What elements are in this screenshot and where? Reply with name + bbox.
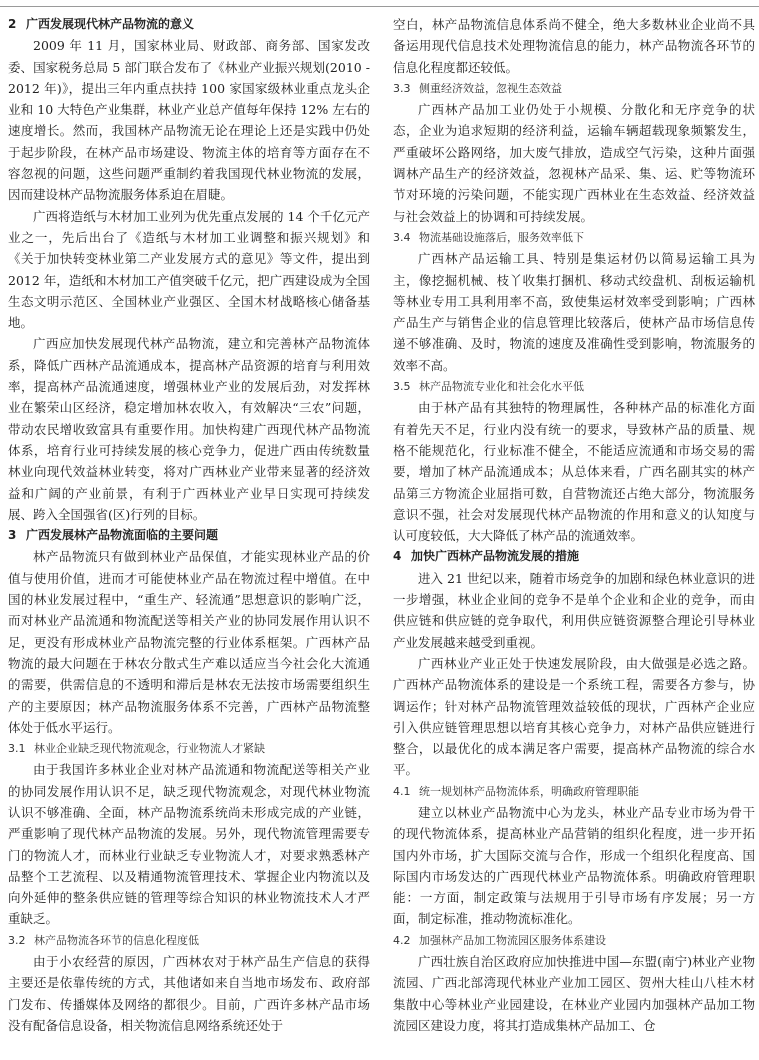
subsection-title: 物流基础设施落后，服务效率低下 xyxy=(419,230,584,244)
paragraph: 广西林产品加工业仍处于小规模、分散化和无序竞争的状态，企业为追求短期的经济利益，运输车辆超载现象频繁发生，严重破坏公路网络，加大废气排放，造成空气污染，这种片面强调林产品生产的经济效益，忽视林产品采、集、运、贮等物流环节对环境的污染问题，不能实现广西林业在生态效益、经济效益与社会效益上的协调和可持续发展。 xyxy=(393,102,755,224)
section-number: 2 xyxy=(8,17,17,31)
paragraph: 由于我国许多林业企业对林产品流通和物流配送等相关产业的协同发展作用认识不足，缺乏现代物流观念，对现代林业物流认识不够准确、全面，林产品物流系统尚未形成完成的产业链，严重影响了现代林产品物流的发展。另外，现代物流管理需要专门的物流人才，而林业行业缺乏专业物流人才，对要求熟悉林产品整个工艺流程、以及精通物流管理技术、掌握企业内物流以及向外延伸的整条供应链的管理等综合知识的林业物流技术人才严重缺乏。 xyxy=(8,762,370,927)
subsection-heading-3-2 xyxy=(8,930,370,951)
paragraph: 广西应加快发展现代林产品物流，建立和完善林产品物流体系，降低广西林产品流通成本，提高林产品资源的培育与利用效率，提高林产品流通速度，增强林业产业的发展后劲，对发挥林业在繁荣山区经济，稳定增加林农收入，有效解决“三农”问题，带动农民增收致富具有重要作用。加快构建广西现代林产品物流体系，培育行业可持续发展的核心竞争力，促进广西由传统数量林业向现代效益林业转变，将对广西林业产业带来显著的经济效益和广阔的产业前景，有利于广西林业产业早日实现可持续发展、跨入全国强省(区)行列的目标。 xyxy=(8,336,370,522)
subsection-heading-4-2 xyxy=(393,930,755,951)
subsection-title: 侧重经济效益，忽视生态效益 xyxy=(419,81,562,95)
paragraph-continued: 空白，林产品物流信息体系尚不健全，绝大多数林业企业尚不具备运用现代信息技术处理物流信息的能力，林产品物流各环节的信息化程度都还较低。 xyxy=(393,17,755,75)
subsection-title: 统一规划林产品物流体系，明确政府管理职能 xyxy=(419,784,639,798)
section-number: 3 xyxy=(8,528,17,543)
subsection-heading-3-1 xyxy=(8,738,370,759)
header-rule xyxy=(0,6,759,7)
paragraph: 广西林产品运输工具、特别是集运材仍以简易运输工具为主，像挖掘机械、枝丫收集打捆机、移动式绞盘机、刮板运输机等林业专用工具利用率不高，致使集运材效率受到影响；广西林产品生产与销售企业的信息管理比较落后，使林产品市场信息传递不够准确、及时，物流的速度及准确性受到影响，物流服务的效率不高。 xyxy=(393,251,755,373)
section-heading-4 xyxy=(393,546,755,567)
section-title: 广西发展现代林产品物流的意义 xyxy=(26,17,195,31)
subsection-title: 林业企业缺乏现代物流观念，行业物流人才紧缺 xyxy=(34,742,265,756)
subsection-heading-4-1 xyxy=(393,781,755,802)
paragraph: 由于小农经营的原因，广西林农对于林产品生产信息的获得主要还是依靠传统的方式，其他诸如来自当地市场发布、政府部门发布、传播媒体及网络的都很少。目前，广西许多林产品市场没有配备信息设备，相关物流信息网络系统还处于 xyxy=(8,954,370,1033)
subsection-number: 4.2 xyxy=(393,933,411,947)
subsection-number: 3.5 xyxy=(393,380,411,394)
subsection-number: 3.4 xyxy=(393,230,411,244)
subsection-number: 3.1 xyxy=(8,742,26,756)
section-title: 加快广西林产品物流发展的措施 xyxy=(411,549,580,564)
paragraph: 广西林业产业正处于快速发展阶段，由大做强是必选之路。广西林产品物流体系的建设是一个系统工程，需要各方参与，协调运作；针对林产品物流管理效益较低的现状，广西林产企业应引入供应链管理思想以培育其核心竞争力，对林产品供应链进行整合，以最优化的成本满足客户需要，提高林产品物流的综合水平。 xyxy=(393,655,755,778)
subsection-heading-3-5 xyxy=(393,376,755,397)
section-title: 广西发展林产品物流面临的主要问题 xyxy=(26,528,219,543)
subsection-title: 林产品物流各环节的信息化程度低 xyxy=(34,933,199,947)
paragraph: 林产品物流只有做到林业产品保值，才能实现林业产品的价值与使用价值，进而才可能使林业产品在物流过程中增值。在中国的林业发展过程中，“重生产、轻流通”思想意识的影响广泛，而对林业产品流通和物流配送等相关产业的协同发展作用认识不足，更没有形成林业产品物流完整的行业体系框架。广西林产品物流的最大问题在于林农分散式生产难以适应当今社会化大流通的需要，供需信息的不透明和滞后是林农无法按市场需要组织生产的主要原因；林产品物流服务体系不完善，广西林产品物流整体处于低水平运行。 xyxy=(8,549,370,735)
section-heading-2 xyxy=(8,14,370,35)
subsection-heading-3-3 xyxy=(393,78,755,99)
subsection-title: 林产品物流专业化和社会化水平低 xyxy=(419,380,584,394)
paragraph: 由于林产品有其独特的物理属性，各种林产品的标准化方面有着先天不足，行业内没有统一的要求，导致林产品的质量、规格不能规范化，行业标准不健全，不能适应流通和市场交易的需要，增加了林产品流通成本；从总体来看，广西名副其实的林产品第三方物流企业屈指可数，自营物流还占绝大部分，物流服务意识不强，社会对发展现代林产品物流的作用和意义的认知度与认可度较低，大大降低了林产品的流通效率。 xyxy=(393,400,755,544)
paragraph: 进入 21 世纪以来，随着市场竞争的加剧和绿色林业意识的进一步增强，林业企业间的竞争不是单个企业和企业的竞争，而由供应链和供应链的竞争取代，利用供应链资源整合理论引导林业产业发展越来越受到重视。 xyxy=(393,570,755,650)
subsection-number: 4.1 xyxy=(393,784,411,798)
section-number: 4 xyxy=(393,549,402,564)
subsection-number: 3.2 xyxy=(8,933,26,947)
subsection-heading-3-4 xyxy=(393,227,755,248)
subsection-number: 3.3 xyxy=(393,81,411,95)
paragraph: 广西壮族自治区政府应加快推进中国—东盟(南宁)林业产业物流园、广西北部湾现代林业产业加工园区、贺州大桂山八桂木材集散中心等林业产业园建设，在林业产业园内加强林产品加工物流园区建设力度，将其打造成集林产品加工、仓 xyxy=(393,954,755,1033)
section-heading-3 xyxy=(8,525,370,546)
right-column xyxy=(393,14,755,1058)
paragraph: 2009 年 11 月，国家林业局、财政部、商务部、国家发改委、国家税务总局 5 部门联合发布了《林业产业振兴规划(2010 - 2012 年)》，提出三年内重点扶持 100 家国家级林业重点龙头企业和 10 大特色产业集群，林业产业总产值每年保持 12% 左右的速度增长。然而，我国林产品物流无论在理论上还是实践中仍处于起步阶段，在林产品市场建设、物流主体的培育等方面存在不容忽视的问题，这些问题严重制约着我国现代林业物流的发展，因而建设林产品物流服务体系迫在眉睫。 xyxy=(8,38,370,203)
paragraph: 建立以林业产品物流中心为龙头，林业产品专业市场为骨干的现代物流体系，提高林业产品营销的组织化程度，进一步开拓国内外市场，扩大国际交流与合作，形成一个组织化程度高、国际国内市场发达的广西现代林业产品物流体系。明确政府管理职能：一方面，制定政策与法规用于引导市场有序发展；另一方面，制定标准，推动物流标准化。 xyxy=(393,804,755,927)
subsection-title: 加强林产品加工物流园区服务体系建设 xyxy=(419,933,606,947)
left-column xyxy=(8,14,370,1058)
paragraph: 广西将造纸与木材加工业列为优先重点发展的 14 个千亿元产业之一，先后出台了《造纸与木材加工业调整和振兴规划》和《关于加快转变林业第二产业发展方式的意见》等文件，提出到 2012 年，造纸和木材加工产值突破千亿元，把广西建设成为全国生态文明示范区、全国林业产业强区、全国木材战略核心储备基地。 xyxy=(8,208,370,331)
